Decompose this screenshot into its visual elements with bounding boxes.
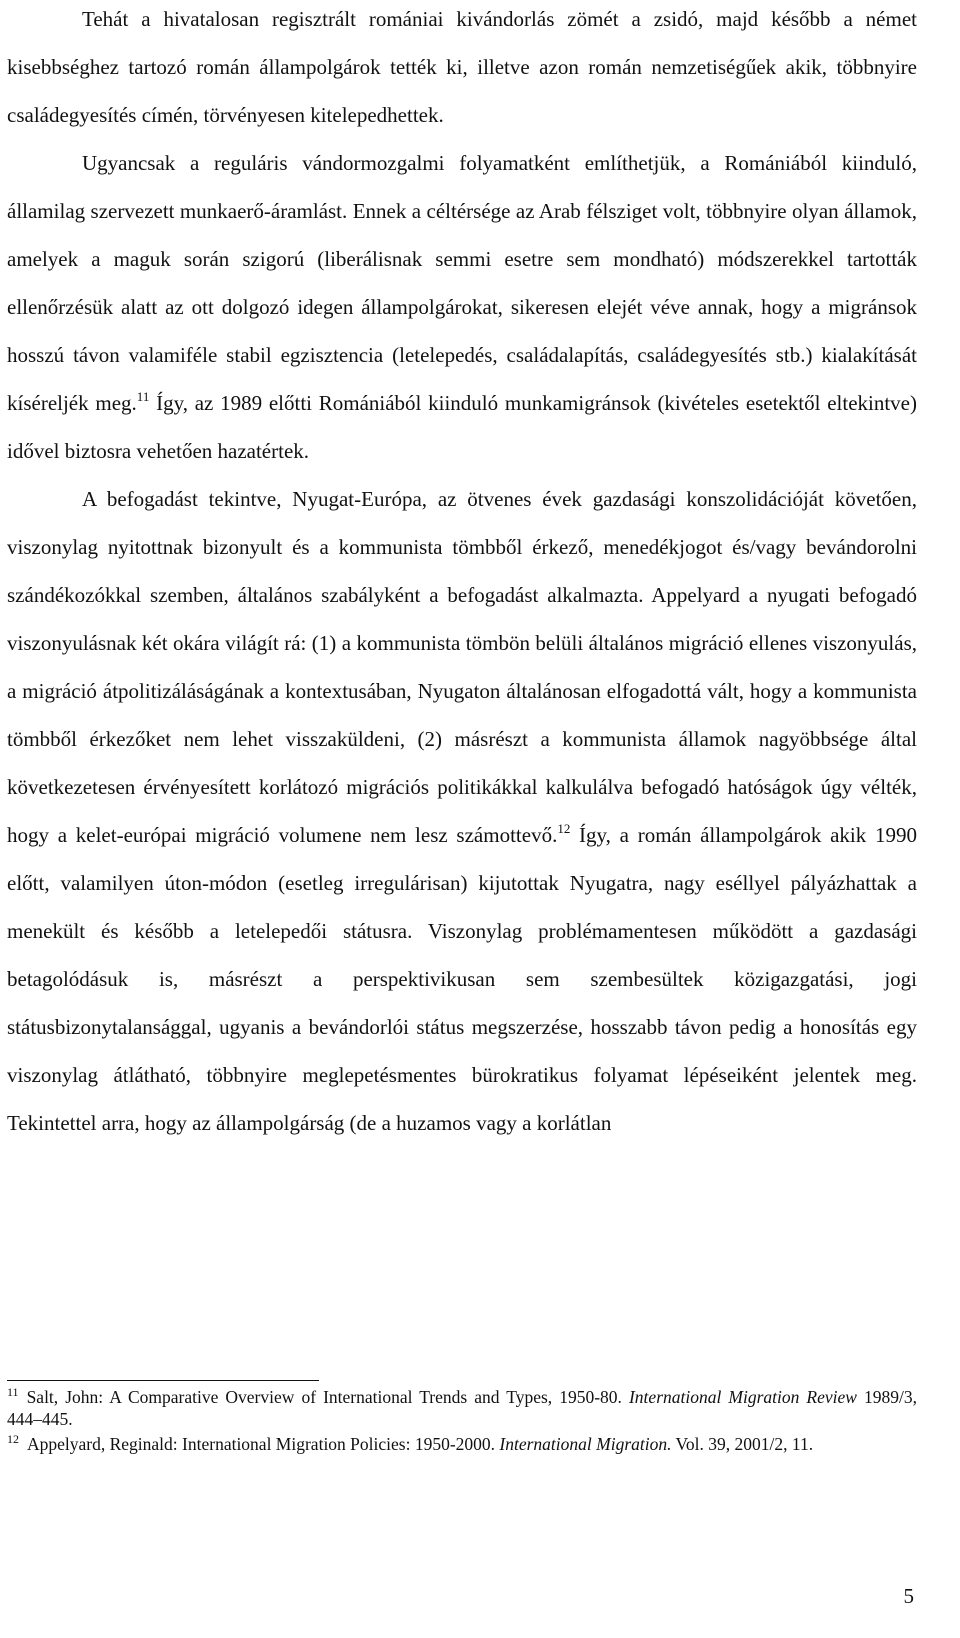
footnote-journal-title: International Migration. [499, 1434, 672, 1454]
body-paragraph [7, 475, 917, 1147]
footnotes-section [7, 1386, 917, 1455]
paragraph-text: Így, az 1989 előtti Romániából kiinduló munkamigránsok (kivételes esetektől eltekintve) idővel biztosra vehetően hazatértek. [7, 391, 917, 463]
paragraph-text: A befogadást tekintve, Nyugat-Európa, az ötvenes évek gazdasági konszolidációját követően, viszonylag nyitottnak bizonyult és a kommunista tömbből érkező, menedékjogot és/vagy bevándorolni szándékozókkal szemben, általános szabályként a befogadást alkalmazta. Appelyard a nyugati befogadó viszonyulásnak két okára világít rá: (1) a kommunista tömbön belüli általános migráció ellenes viszonyulás, a migráció átpolitizáláságának a kontextusában, Nyugaton általánosan elfogadottá vált, hogy a kommunista tömbből érkezőket nem lehet visszaküldeni, (2) másrészt a kommunista államok nagyöbbsége által következetesen érvényesített korlátozó migrációs politikákkal kalkulálva befogadó hatóságok úgy vélték, hogy a kelet-európai migráció volumene nem lesz számottevő. [7, 487, 917, 847]
footnote [7, 1433, 917, 1455]
body-paragraph [7, 139, 917, 475]
footnote-separator [7, 1380, 319, 1381]
footnote-text: Vol. 39, 2001/2, 11. [671, 1434, 814, 1454]
paragraph-text: Tehát a hivatalosan regisztrált romániai kivándorlás zömét a zsidó, majd később a német kisebbséghez tartozó román állampolgárok tették ki, illetve azon román nemzetiségűek akik, többnyire családegyesítés címén, törvényesen kitelepedhettek. [7, 7, 917, 127]
footnote-journal-title: International Migration Review [628, 1387, 857, 1407]
document-body [7, 0, 917, 1147]
footnote-text: Salt, John: A Comparative Overview of International Trends and Types, 1950-80. [26, 1387, 629, 1407]
paragraph-text: Így, a román állampolgárok akik 1990 előtt, valamilyen úton-módon (esetleg irregulárisan) kijutottak Nyugatra, nagy eséllyel pályázhattak a menekült és később a letelepedői státusra. Viszonylag problémamentesen működött a gazdasági betagolódásuk is, másrészt a perspektivikusan sem szembesültek közigazgatási, jogi státusbizonytalansággal, ugyanis a bevándorlói státus megszerzése, hosszabb távon pedig a honosítás egy viszonylag átlátható, többnyire meglepetésmentes bürokratikus folyamat lépéseiként jelentek meg. Tekintettel arra, hogy az állampolgárság (de a huzamos vagy a korlátlan [7, 823, 917, 1135]
footnote [7, 1386, 917, 1430]
footnote-number: 11 [7, 1385, 19, 1399]
body-paragraph [7, 0, 917, 139]
paragraph-text: Ugyancsak a reguláris vándormozgalmi folyamatként említhetjük, a Romániából kiinduló, államilag szervezett munkaerő-áramlást. Ennek a céltérsége az Arab félsziget volt, többnyire olyan államok, amelyek a maguk során szigorú (liberálisnak semmi esetre sem mondható) módszerekkel tartották ellenőrzésük alatt az ott dolgozó idegen állampolgárokat, sikeresen elejét véve annak, hogy a migránsok hosszú távon valamiféle stabil egzisztencia (letelepedés, családalapítás, családegyesítés stb.) kialakítását kíséreljék meg. [7, 151, 917, 415]
footnote-text: 1989/3, 444–445. [7, 1387, 917, 1429]
footnote-number: 12 [7, 1432, 19, 1446]
footnote-text: Appelyard, Reginald: International Migration Policies: 1950-2000. [27, 1434, 500, 1454]
footnote-reference: 12 [557, 821, 571, 836]
page-number: 5 [903, 1584, 914, 1608]
footnote-reference: 11 [136, 389, 150, 404]
